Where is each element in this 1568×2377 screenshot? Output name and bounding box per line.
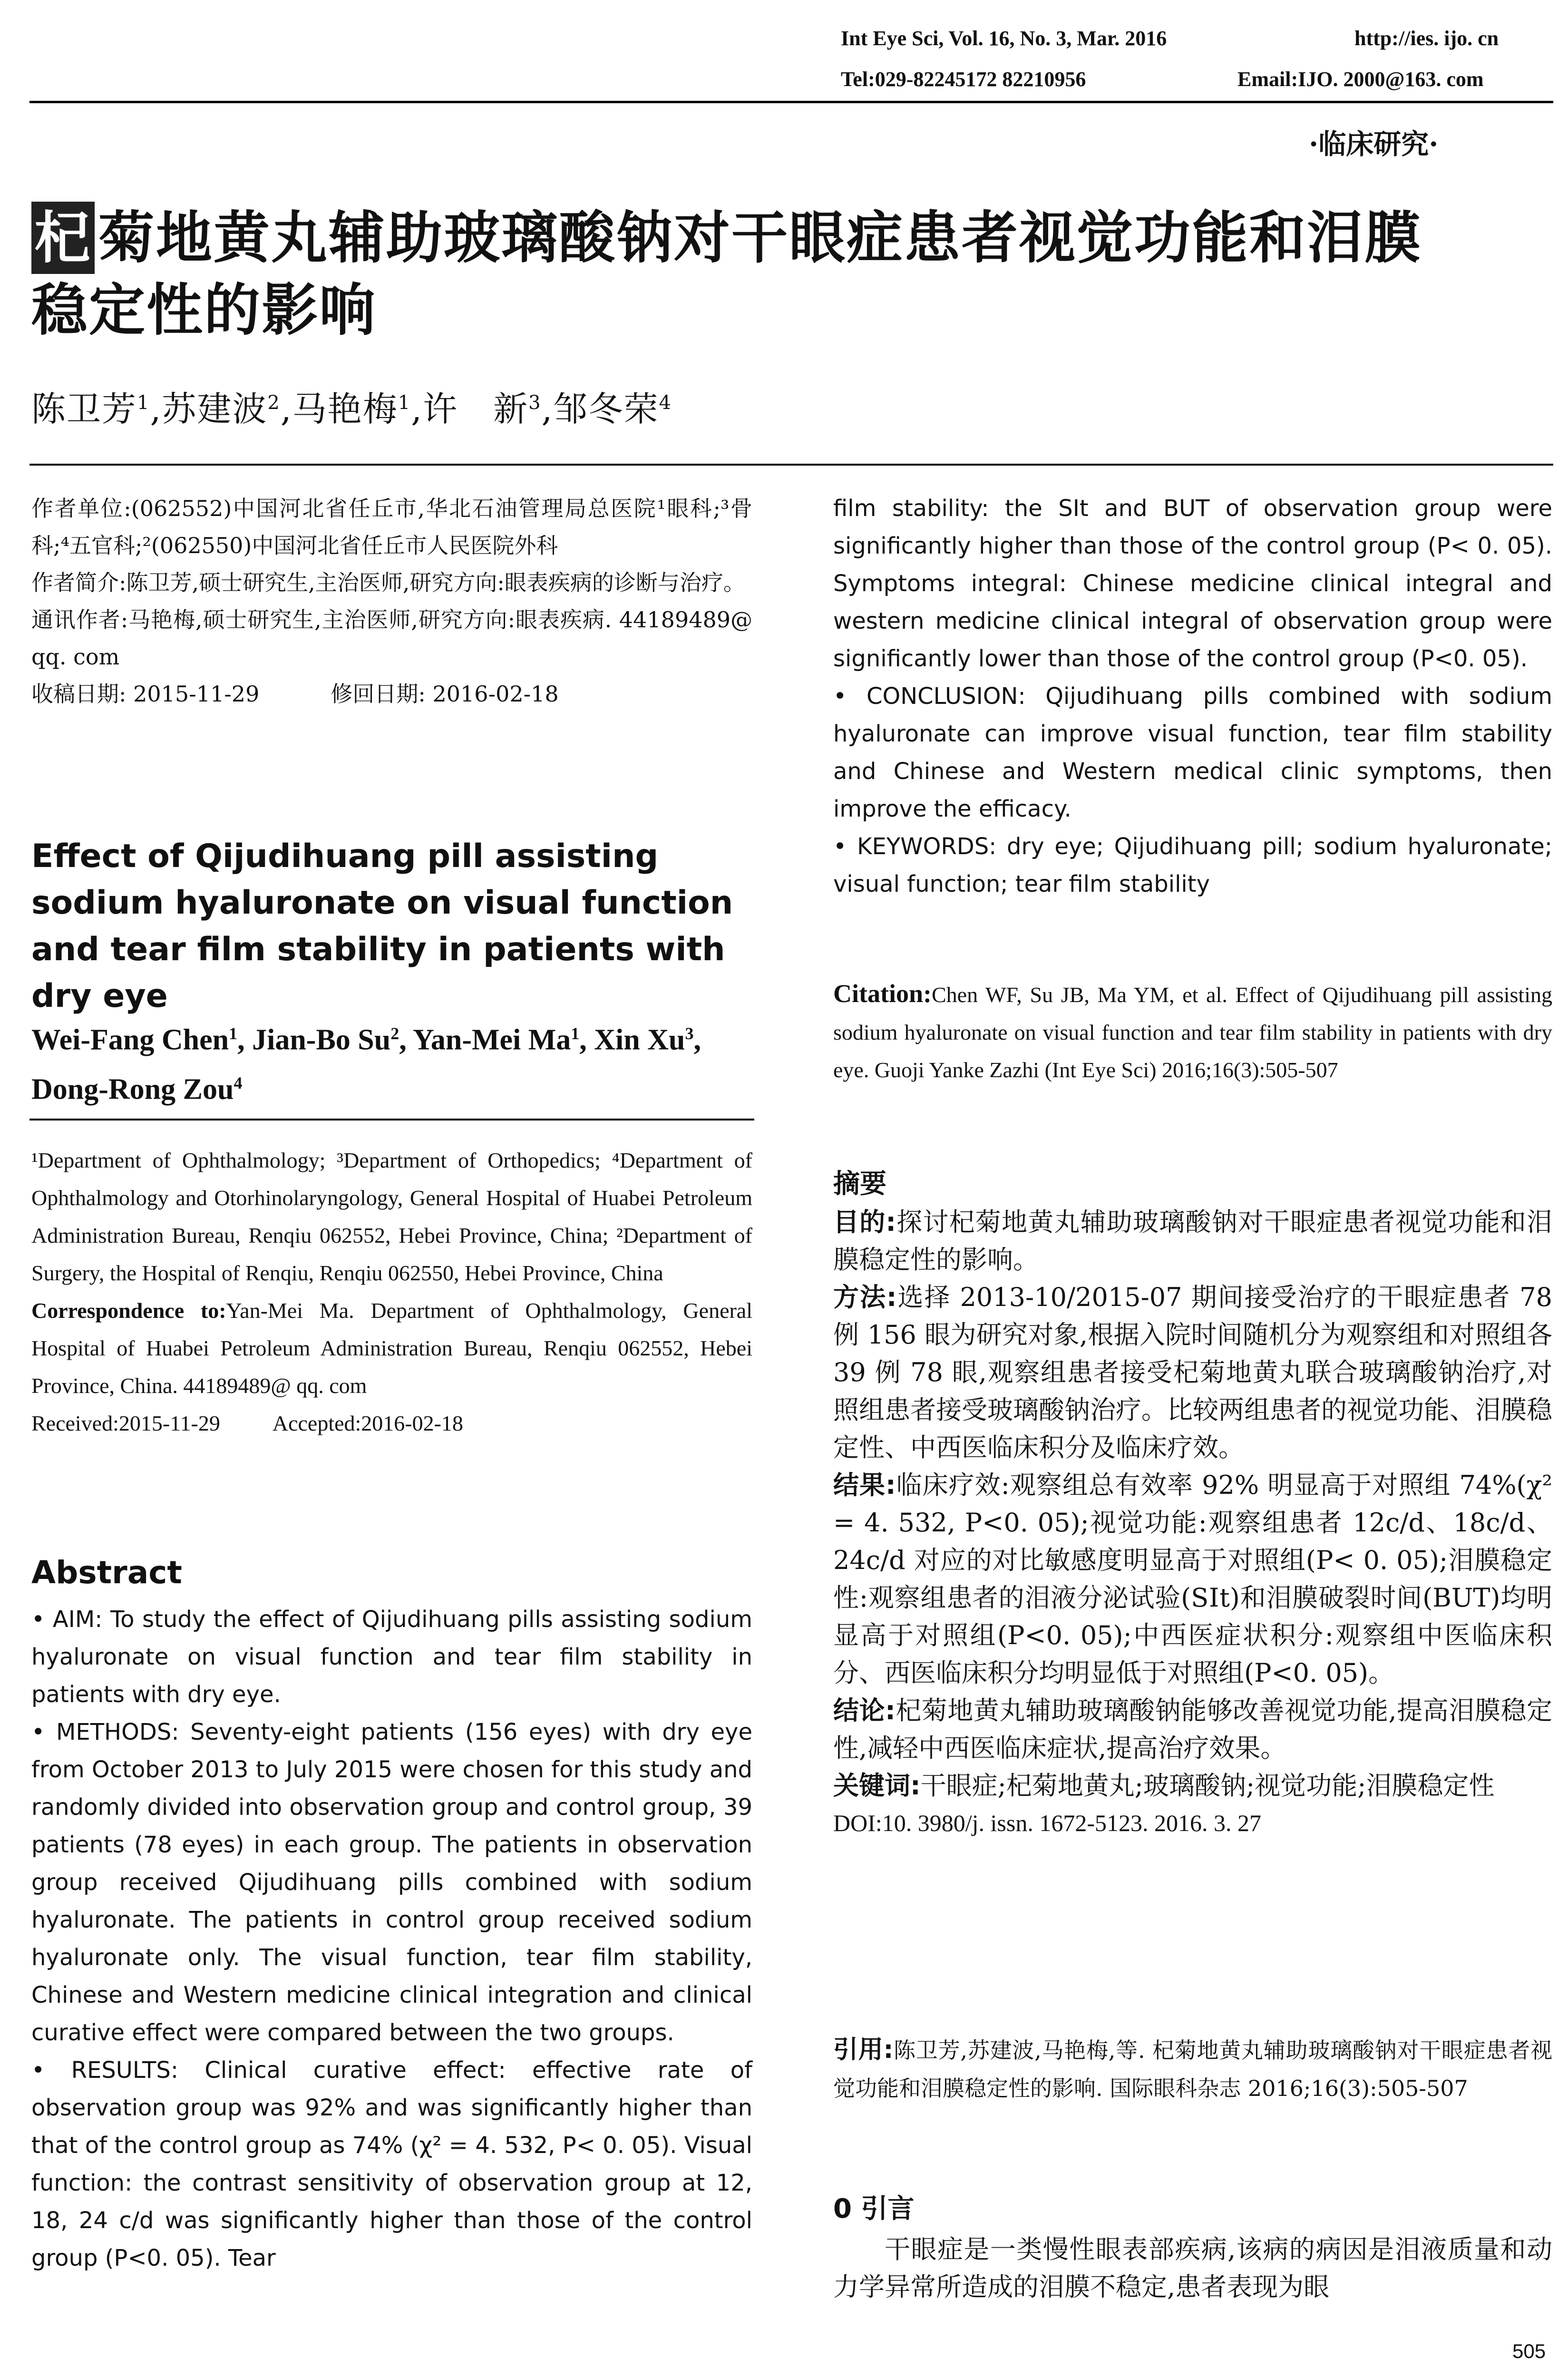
english-title: Effect of Qijudihuang pill assisting sodium hyaluronate on visual function and tear film stability in patients with dry eye bbox=[31, 838, 733, 1015]
cn-author-name: 邹冬荣 bbox=[553, 389, 659, 429]
cn-author-affiliation-mark: 2 bbox=[267, 392, 281, 414]
citation-text: Chen WF, Su JB, Ma YM, et al. Effect of Qijudihuang pill assisting sodium hyaluronate on visual function and tear film stability in patients with dry eye. Guoji Yanke Zazhi (Int Eye Sci) 2016;16(3):505-507 bbox=[833, 983, 1552, 1082]
revised-date: 修回日期: 2016-02-18 bbox=[331, 681, 559, 707]
intro-heading: 0 引言 bbox=[833, 2193, 915, 2224]
author-bio: 作者简介:陈卫芳,硕士研究生,主治医师,研究方向:眼表疾病的诊断与治疗。 bbox=[31, 570, 745, 595]
section-tag: ·临床研究· bbox=[1309, 128, 1439, 160]
cn-author-affiliation-mark: 4 bbox=[659, 392, 672, 414]
en-author-affiliation-mark: 4 bbox=[234, 1073, 243, 1092]
journal-email: Email:IJO. 2000@163. com bbox=[1237, 68, 1484, 91]
citation-block bbox=[833, 975, 1552, 1089]
authors-rule bbox=[29, 464, 1553, 466]
result-label: 结果: bbox=[833, 1470, 896, 1500]
abstract-conclusion: • CONCLUSION: Qijudihuang pills combined with sodium hyaluronate can improve visual function, tear film stability and Chinese and Western medical clinic symptoms, then improve the efficacy. bbox=[833, 683, 1552, 822]
keywords-text: 干眼症;杞菊地黄丸;玻璃酸钠;视觉功能;泪膜稳定性 bbox=[920, 1771, 1495, 1801]
chinese-title bbox=[31, 202, 1553, 346]
en-author-name: Xin Xu bbox=[594, 1023, 685, 1056]
en-author-name: Wei-Fang Chen bbox=[31, 1023, 229, 1056]
en-author-affiliation-mark: 1 bbox=[571, 1024, 580, 1043]
cn-author-separator: , bbox=[150, 389, 162, 429]
received-en: Received:2015-11-29 bbox=[31, 1411, 220, 1435]
cn-author-separator: , bbox=[411, 389, 423, 429]
received-date: 收稿日期: 2015-11-29 bbox=[31, 681, 260, 707]
en-author-name: Yan-Mei Ma bbox=[412, 1023, 571, 1056]
cn-author-name: 苏建波 bbox=[162, 389, 268, 429]
page-number: 505 bbox=[1512, 2340, 1546, 2362]
method-text: 选择 2013-10/2015-07 期间接受治疗的干眼症患者 78 例 156 眼为研究对象,根据入院时间随机分为观察组和对照组各 39 例 78 眼,观察组患者接受杞菊地黄丸联合玻璃酸钠治疗,对照组患者接受玻璃酸钠治疗。比较两组患者的视觉功能、泪膜稳定性、中西医临床积分及临床疗效。 bbox=[833, 1282, 1552, 1462]
cn-author-affiliation-mark: 1 bbox=[137, 392, 150, 414]
cn-author-separator: , bbox=[541, 389, 554, 429]
en-author-separator: , bbox=[399, 1023, 413, 1056]
affiliation-rule bbox=[29, 1119, 754, 1120]
en-author-separator: , bbox=[693, 1023, 701, 1056]
english-authors bbox=[31, 1012, 754, 1111]
abstract-results-cont: film stability: the SIt and BUT of observation group were significantly higher than those of the control group (P< 0. 05). Symptoms integral: Chinese medicine clinical integral and western medicine clinical integral of observation group were significantly lower than those of the control group (P<0. 05). bbox=[833, 495, 1552, 672]
author-unit: 作者单位:(062552)中国河北省任丘市,华北石油管理局总医院¹眼科;³骨科;⁴五官科;²(062550)中国河北省任丘市人民医院外科 bbox=[31, 496, 752, 558]
chinese-abstract-heading: 摘要 bbox=[833, 1169, 886, 1199]
correspondence-label: Correspondence to: bbox=[31, 1298, 226, 1323]
chinese-authors bbox=[31, 381, 672, 431]
en-author-affiliation-mark: 1 bbox=[229, 1024, 238, 1043]
cn-author-affiliation-mark: 1 bbox=[398, 392, 411, 414]
result-text: 临床疗效:观察组总有效率 92% 明显高于对照组 74%(χ² = 4. 532, P<0. 05);视觉功能:观察组患者 12c/d、18c/d、24c/d 对应的对比敏感度明显高于对照组(P< 0. 05);泪膜稳定性:观察组患者的泪液分泌试验(SⅠt)和泪膜破裂时间(BUT)均明显高于对照组(P<0. 05);中西医症状积分:观察组中医临床积分、西医临床积分均明显低于对照组(P<0. 05)。 bbox=[833, 1470, 1552, 1688]
chinese-citation bbox=[833, 2031, 1552, 2107]
correspondence-text: Yan-Mei Ma. Department of Ophthalmology, General Hospital of Huabei Petroleum Administration Bureau, Renqiu 062552, Hebei Province, China. 44189489@ qq. com bbox=[31, 1298, 752, 1398]
journal-tel: Tel:029-82245172 82210956 bbox=[841, 68, 1086, 91]
method-label: 方法: bbox=[833, 1282, 897, 1312]
journal-info: Int Eye Sci, Vol. 16, No. 3, Mar. 2016 bbox=[841, 27, 1167, 50]
affiliation-text: ¹Department of Ophthalmology; ³Department of Orthopedics; ⁴Department of Ophthalmology and Otorhinolaryngology, General Hospital of Huabei Petroleum Administration Bureau, Renqiu 062552, Hebei Province, China; ²Department of Surgery, the Hospital of Renqiu, Renqiu 062550, Hebei Province, China bbox=[31, 1148, 752, 1285]
title-first-char: 杞 bbox=[31, 202, 95, 274]
keywords-label: 关键词: bbox=[833, 1771, 921, 1801]
journal-url: http://ies. ijo. cn bbox=[1354, 27, 1499, 50]
abstract-heading: Abstract bbox=[31, 1554, 182, 1591]
en-author-affiliation-mark: 2 bbox=[390, 1024, 399, 1043]
abstract-body-left bbox=[31, 1601, 752, 2277]
abstract-keywords: • KEYWORDS: dry eye; Qijudihuang pill; sodium hyaluronate; visual function; tear film stability bbox=[833, 833, 1552, 897]
chinese-citation-label: 引用: bbox=[833, 2036, 894, 2064]
citation-label: Citation: bbox=[833, 979, 932, 1008]
conclusion-label: 结论: bbox=[833, 1695, 896, 1725]
cn-author-name: 陈卫芳 bbox=[31, 389, 137, 429]
chinese-author-info bbox=[31, 490, 752, 712]
cn-author-affiliation-mark: 3 bbox=[528, 392, 542, 414]
aim-text: 探讨杞菊地黄丸辅助玻璃酸钠对干眼症患者视觉功能和泪膜稳定性的影响。 bbox=[833, 1207, 1552, 1275]
cn-author-name: 许 新 bbox=[423, 389, 529, 429]
abstract-results: • RESULTS: Clinical curative effect: effective rate of observation group was 92% and was significantly higher than that of the control group as 74% (χ² = 4. 532, P< 0. 05). Visual function: the contrast sensitivity of observation group at 12, 18, 24 c/d was significantly higher than those of the control group (P<0. 05). Tear bbox=[31, 2057, 752, 2271]
en-author-separator: , bbox=[579, 1023, 594, 1056]
chinese-citation-text: 陈卫芳,苏建波,马艳梅,等. 杞菊地黄丸辅助玻璃酸钠对干眼症患者视觉功能和泪膜稳定性的影响. 国际眼科杂志 2016;16(3):505-507 bbox=[833, 2037, 1552, 2101]
aim-label: 目的: bbox=[833, 1207, 896, 1237]
intro-text: 干眼症是一类慢性眼表部疾病,该病的病因是泪液质量和动力学异常所造成的泪膜不稳定,患者表现为眼 bbox=[833, 2234, 1552, 2302]
header-rule bbox=[29, 101, 1553, 103]
en-author-name: Dong-Rong Zou bbox=[31, 1073, 234, 1106]
title-line-1: 菊地黄丸辅助玻璃酸钠对干眼症患者视觉功能和泪膜 bbox=[98, 205, 1422, 271]
abstract-aim: • AIM: To study the effect of Qijudihuang pills assisting sodium hyaluronate on visual function and tear film stability in patients with dry eye. bbox=[31, 1606, 752, 1708]
abstract-body-right bbox=[833, 490, 1552, 903]
cn-author-name: 马艳梅 bbox=[292, 389, 398, 429]
conclusion-text: 杞菊地黄丸辅助玻璃酸钠能够改善视觉功能,提高泪膜稳定性,减轻中西医临床症状,提高治疗效果。 bbox=[833, 1695, 1552, 1763]
en-author-name: Jian-Bo Su bbox=[252, 1023, 391, 1056]
en-author-separator: , bbox=[237, 1023, 253, 1056]
affiliation-block bbox=[31, 1141, 752, 1442]
chinese-abstract-body bbox=[833, 1203, 1552, 1842]
title-line-2: 稳定性的影响 bbox=[31, 277, 377, 343]
cn-author-separator: , bbox=[280, 389, 292, 429]
abstract-methods: • METHODS: Seventy-eight patients (156 eyes) with dry eye from October 2013 to July 2015 were chosen for this study and randomly divided into observation group and control group, 39 patients (78 eyes) in each group. The patients in observation group received Qijudihuang pills combined with sodium hyaluronate. The patients in control group received sodium hyaluronate only. The visual function, tear film stability, Chinese and Western medicine clinical integration and clinical curative effect were compared between the two groups. bbox=[31, 1719, 752, 2046]
en-author-affiliation-mark: 3 bbox=[685, 1024, 694, 1043]
doi: DOI:10. 3980/j. issn. 1672-5123. 2016. 3. 27 bbox=[833, 1810, 1261, 1836]
accepted-en: Accepted:2016-02-18 bbox=[272, 1411, 463, 1435]
corresponding-author: 通讯作者:马艳梅,硕士研究生,主治医师,研究方向:眼表疾病. 44189489@ qq. com bbox=[31, 607, 752, 670]
